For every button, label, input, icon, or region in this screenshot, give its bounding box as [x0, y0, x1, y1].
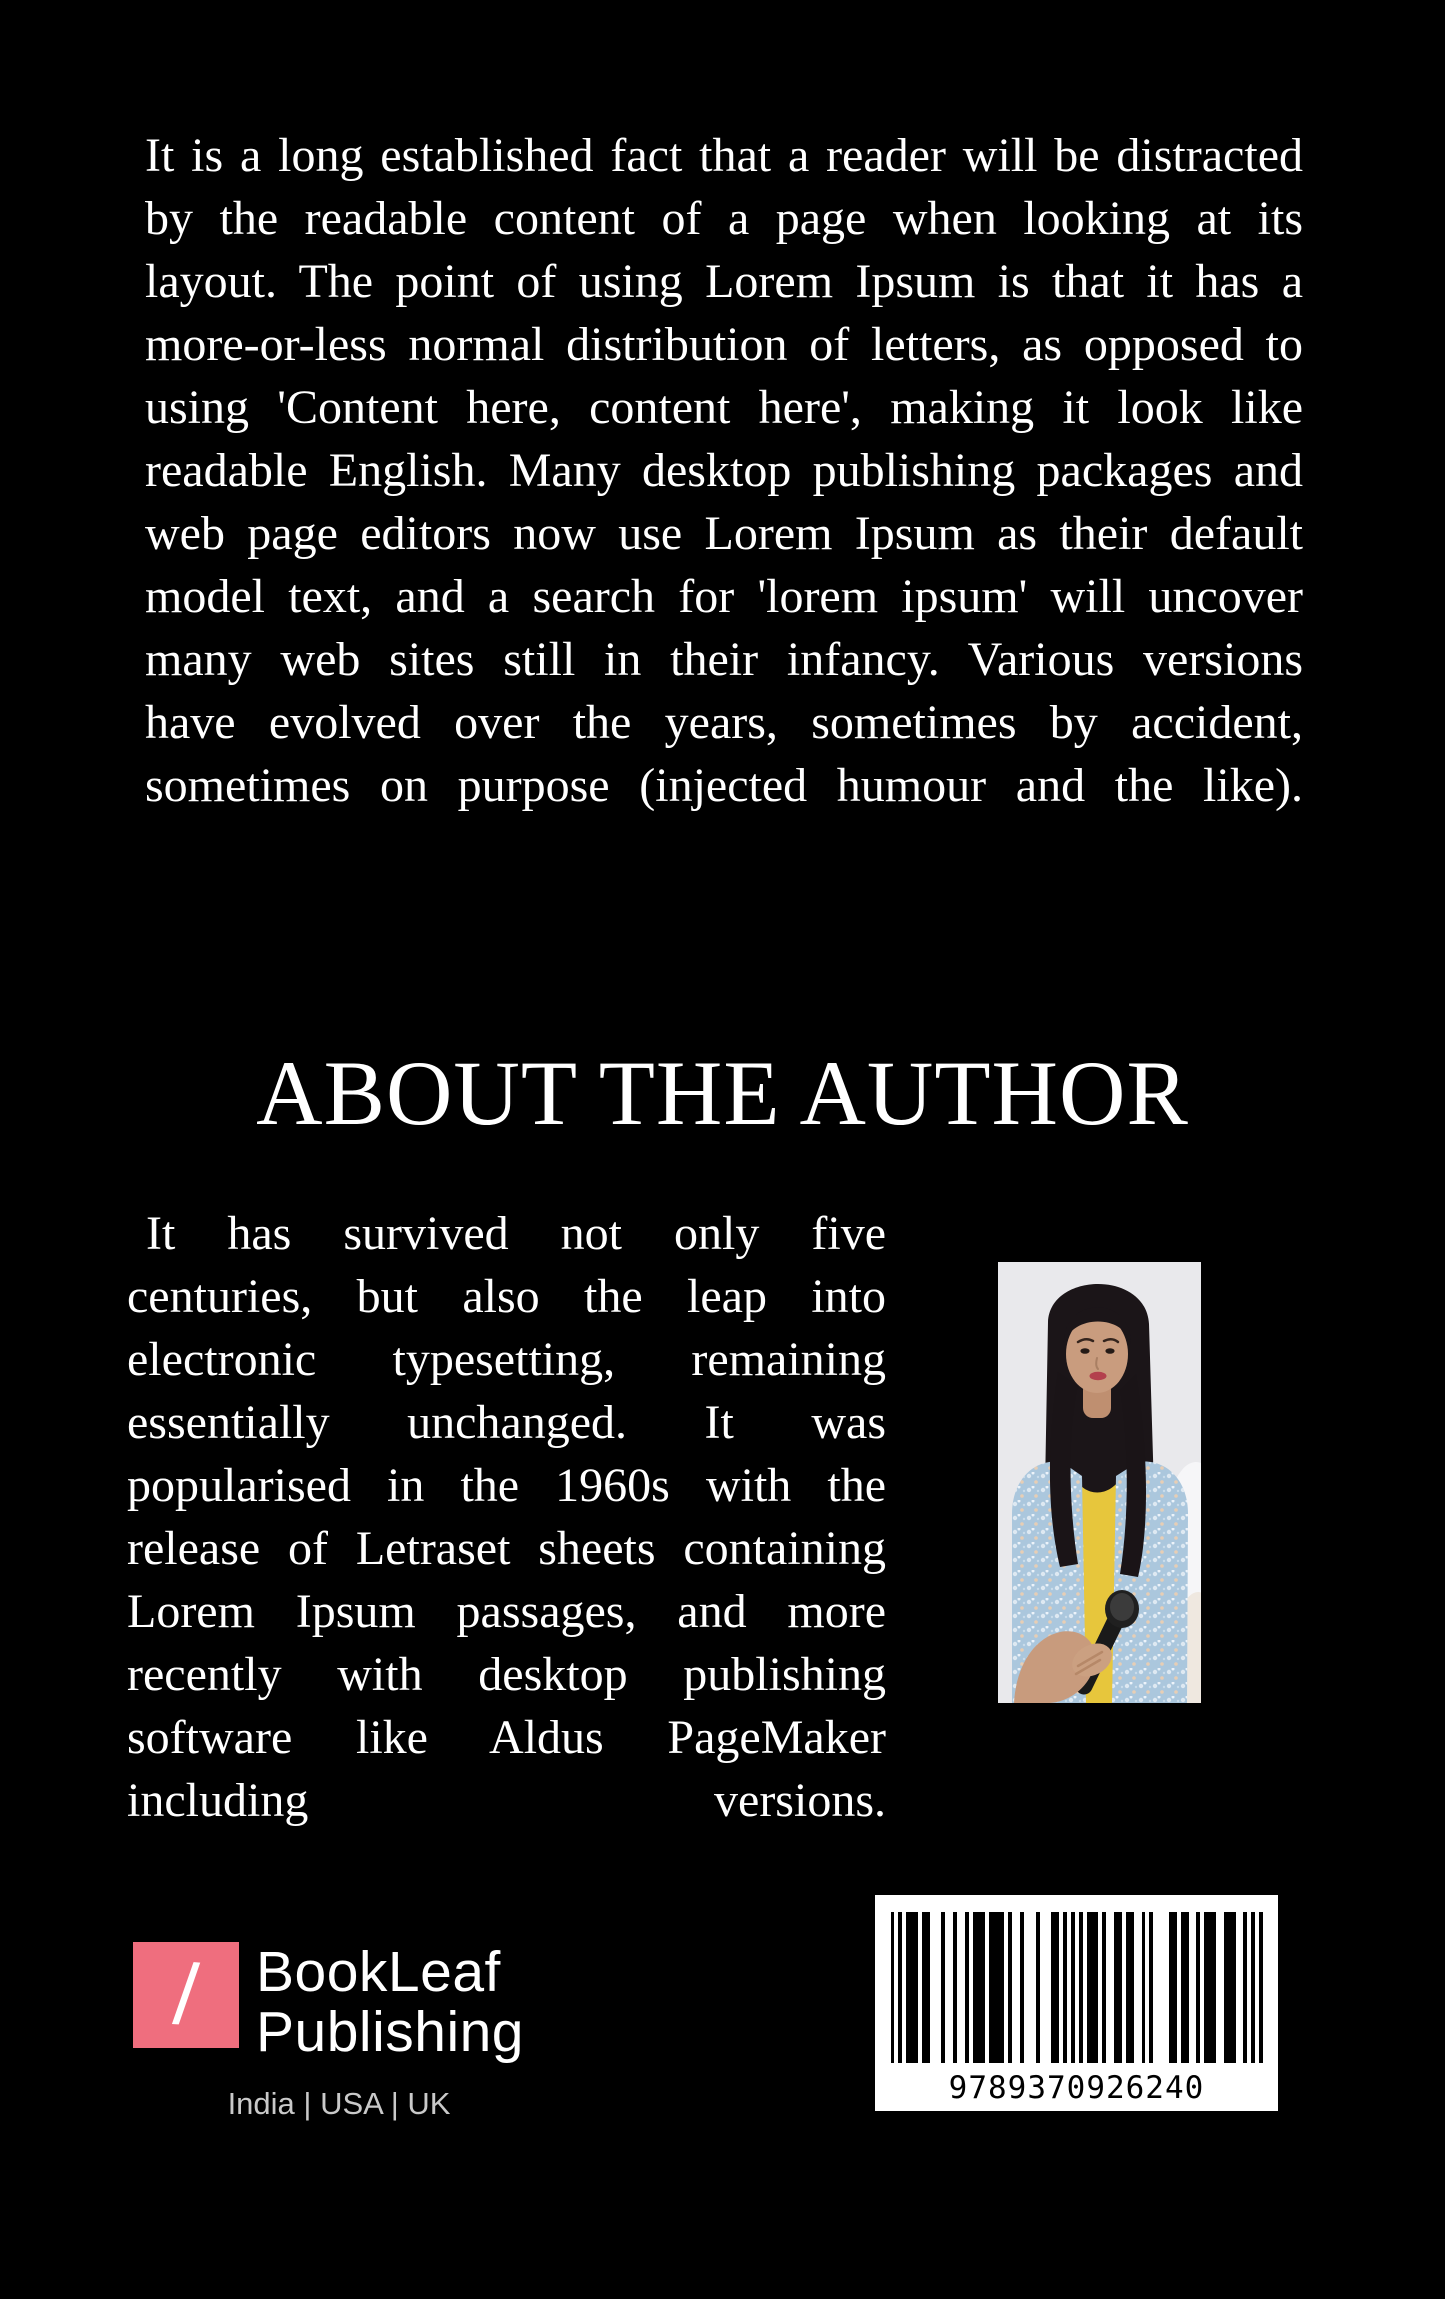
publisher-name	[256, 1942, 524, 2062]
publisher-regions: India | USA | UK	[227, 2086, 451, 2121]
barcode-bars	[891, 1912, 1263, 2063]
slash-icon: /	[170, 1946, 202, 2044]
text-line: software like Aldus PageMaker	[127, 1711, 886, 1764]
text-line: centuries, but also the leap into	[127, 1270, 886, 1323]
text-line: including versions.	[127, 1774, 886, 1827]
text-line: Lorem Ipsum passages, and more	[127, 1585, 886, 1638]
text-line: electronic typesetting, remaining	[127, 1333, 886, 1386]
text-line: layout. The point of using Lorem Ipsum is that it has a	[145, 255, 1303, 308]
text-line: It is a long established fact that a reader will be distracted	[145, 129, 1303, 182]
text-line: sometimes on purpose (injected humour and the like).	[145, 759, 1303, 812]
text-line: many web sites still in their infancy. Various versions	[145, 633, 1303, 686]
text-line: by the readable content of a page when looking at its	[145, 192, 1303, 245]
author-bio-paragraph	[127, 1202, 886, 1832]
text-line: release of Letraset sheets containing	[127, 1522, 886, 1575]
logo-mark	[133, 1942, 239, 2048]
text-line: essentially unchanged. It was	[127, 1396, 886, 1449]
publisher-logo	[133, 1942, 545, 2122]
text-line: model text, and a search for 'lorem ipsum' will uncover	[145, 570, 1303, 623]
synopsis-paragraph	[145, 124, 1303, 817]
text-line: using 'Content here, content here', making it look like	[145, 381, 1303, 434]
text-line: more-or-less normal distribution of letters, as opposed to	[145, 318, 1303, 371]
publisher-name-line2: Publishing	[256, 2000, 525, 2064]
publisher-name-line1: BookLeaf	[256, 1940, 501, 2004]
text-line: readable English. Many desktop publishing packages and	[145, 444, 1303, 497]
author-photo	[998, 1262, 1201, 1703]
text-line: web page editors now use Lorem Ipsum as their default	[145, 507, 1303, 560]
text-line: popularised in the 1960s with the	[127, 1459, 886, 1512]
barcode-number: 9789370926240	[948, 2070, 1205, 2106]
barcode	[875, 1895, 1278, 2111]
about-the-author-heading: ABOUT THE AUTHOR	[256, 1042, 1189, 1144]
text-line: recently with desktop publishing	[127, 1648, 886, 1701]
text-line: have evolved over the years, sometimes by accident,	[145, 696, 1303, 749]
text-line: It has survived not only five	[146, 1207, 886, 1260]
